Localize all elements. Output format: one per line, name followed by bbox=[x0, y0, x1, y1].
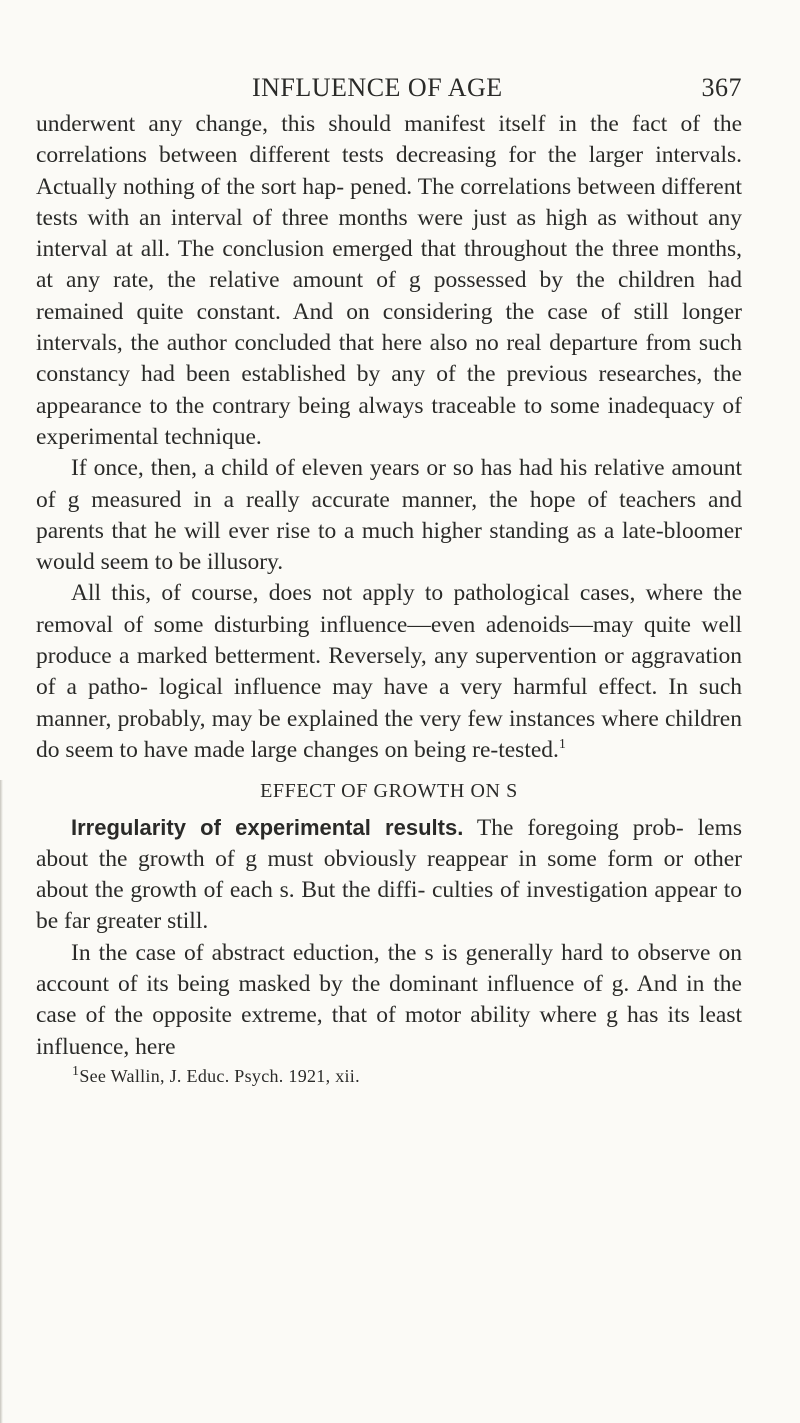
section-paragraph-1-text: The foregoing prob- lems about the growth of g must obviously reappear in some form or other about the growth of each s. But the diffi- culties of investigation appear to be far greater still. bbox=[36, 814, 742, 935]
paragraph-3 bbox=[36, 578, 742, 766]
running-head bbox=[36, 73, 742, 113]
running-head-title: INFLUENCE OF AGE bbox=[252, 73, 503, 102]
footnote bbox=[36, 1063, 742, 1089]
section-heading: EFFECT OF GROWTH ON S bbox=[260, 780, 518, 803]
footnote-text: See Wallin, J. Educ. Psych. 1921, xii. bbox=[79, 1065, 360, 1086]
paragraph-1: underwent any change, this should manifest itself in the fact of the correlations between different tests decreasing for the larger intervals. Actually nothing of the sort hap- pened. The correlations between different tests with an interval of three months were just as high as without any interval at all. The conclusion emerged that throughout the three months, at any rate, the relative amount of g possessed by the children had remained quite constant. And on considering the case of still longer intervals, the author concluded that here also no real departure from such constancy had been established by any of the previous researches, the appearance to the contrary being always traceable to some inadequacy of experimental technique. bbox=[36, 111, 742, 450]
paragraph-2: If once, then, a child of eleven years or so has had his relative amount of g measured in a really accurate manner, the hope of teachers and parents that he will ever rise to a much higher standing as a late-bloomer would seem to be illusory. bbox=[36, 455, 742, 576]
section-paragraph-1 bbox=[36, 812, 742, 938]
paragraph-3-text: All this, of course, does not apply to pathological cases, where the removal of some disturbing influence—even adenoids—may quite well produce a marked betterment. Reversely, any supervention or aggravation of a patho- logical influence may have a very harmful effect. In such manner, probably, may be explained the very few instances where children do seem to have made large changes on being re-tested. bbox=[36, 580, 742, 763]
footnote-reference: 1 bbox=[558, 737, 566, 753]
page-edge-shadow bbox=[0, 780, 3, 1423]
section-paragraph-2: In the case of abstract eduction, the s is generally hard to observe on account of its being masked by the dominant influence of g. And in the case of the opposite extreme, that of motor ability where g has its least influence, here bbox=[36, 939, 742, 1060]
page-number: 367 bbox=[701, 73, 742, 102]
body-text bbox=[36, 109, 742, 1089]
footnote-marker: 1 bbox=[72, 1063, 80, 1079]
run-in-heading: Irregularity of experimental results. bbox=[71, 814, 464, 840]
